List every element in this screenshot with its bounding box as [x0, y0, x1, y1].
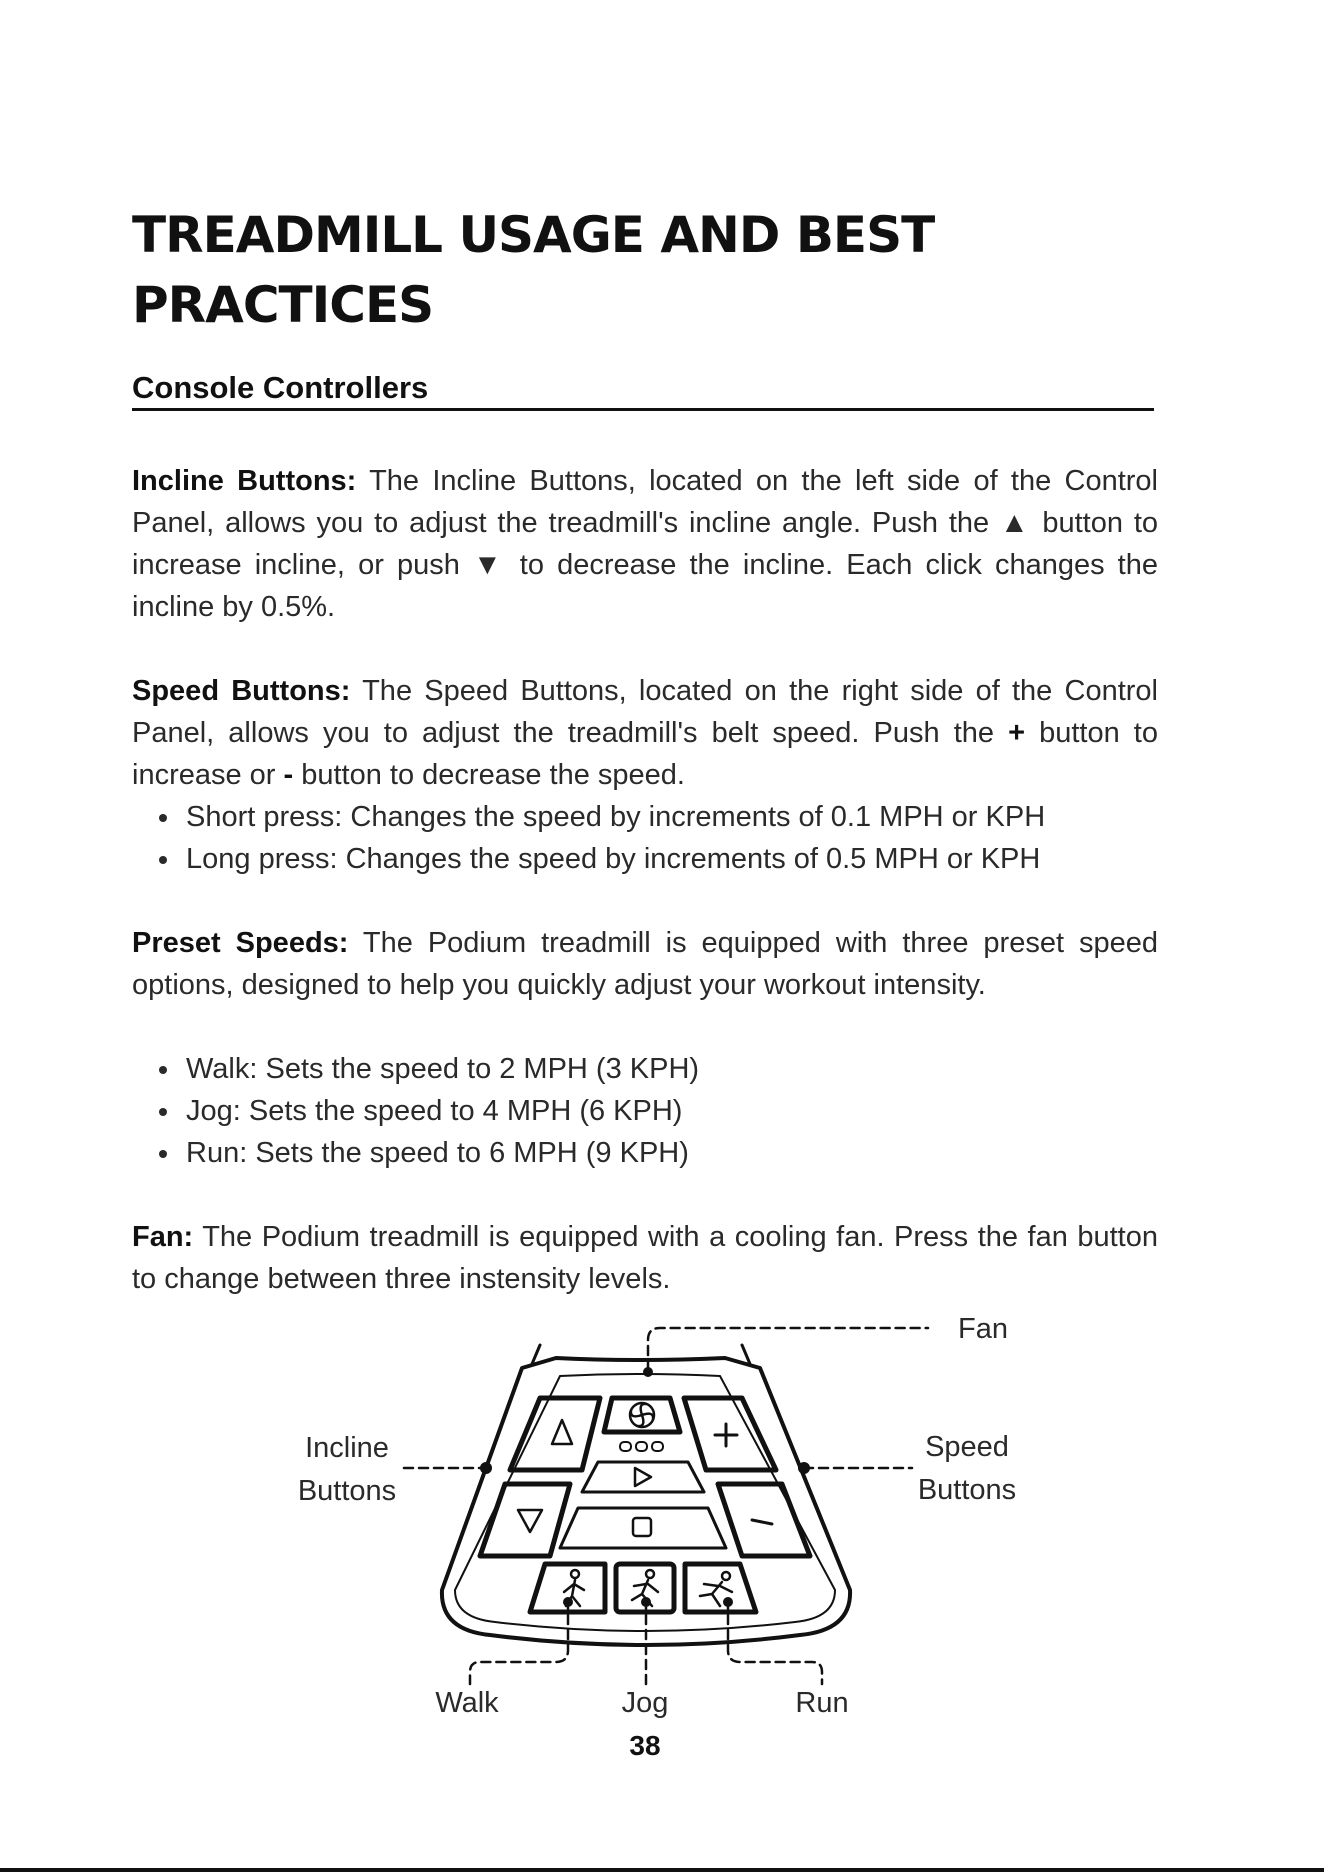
preset-bullet-item: • Jog: Sets the speed to 4 MPH (6 KPH): [182, 1090, 1182, 1132]
fan-callout-dot: [643, 1367, 653, 1377]
jog-callout-dot: [641, 1597, 651, 1607]
console-diagram: [0, 1300, 1324, 1720]
play-button: [582, 1462, 704, 1492]
run-callout-dot: [723, 1597, 733, 1607]
fan-text: The Podium treadmill is equipped with a cooling fan. Press the fan button to change between three instensity levels.: [132, 1221, 1158, 1295]
speed-minus-symbol: -: [283, 759, 294, 791]
walk-diagram-label: Walk: [435, 1687, 499, 1719]
fan-diagram-label: Fan: [958, 1313, 1008, 1345]
incline-callout-dot: [480, 1462, 492, 1474]
fan-icon: [630, 1403, 654, 1427]
preset-bullet-item: • Walk: Sets the speed to 2 MPH (3 KPH): [182, 1048, 1182, 1090]
incline-text-c: to decrease the incline. Each click changes the incline by 0.5%.: [132, 549, 1158, 623]
fan-level-indicator: [636, 1442, 647, 1451]
speed-minus-button: [718, 1484, 810, 1556]
fan-label: Fan:: [132, 1221, 194, 1253]
incline-diagram-label-line1: Incline: [305, 1432, 389, 1464]
speed-plus-icon: [715, 1424, 737, 1446]
preset-text: The Podium treadmill is equipped with three preset speed options, designed to help you quickly adjust your workout intensity.: [132, 927, 1158, 1001]
speed-bullet-item: • Short press: Changes the speed by increments of 0.1 MPH or KPH: [182, 796, 1182, 838]
incline-up-icon: [552, 1420, 572, 1444]
speed-bullet-item: • Long press: Changes the speed by increments of 0.5 MPH or KPH: [182, 838, 1182, 880]
incline-up-symbol: ▲: [1000, 507, 1032, 539]
speed-text-a: The Speed Buttons, located on the right side of the Control Panel, allows you to adjust the treadmill's belt speed. Push the: [132, 675, 1158, 749]
stop-button: [560, 1508, 726, 1548]
run-diagram-label: Run: [795, 1687, 849, 1719]
speed-text-c: button to decrease the speed.: [293, 759, 685, 791]
incline-text-a: The Incline Buttons, located on the left side of the Control Panel, allows you to adjust the treadmill's incline angle. Push the: [132, 465, 1158, 539]
preset-bullet-list: [150, 1048, 1182, 1174]
speed-minus-icon: [752, 1520, 772, 1524]
speed-bullet-list: [150, 796, 1182, 880]
section-heading: Console Controllers: [132, 368, 1154, 411]
fan-paragraph: [132, 1216, 1158, 1300]
speed-diagram-label-line1: Speed: [925, 1431, 1009, 1463]
speed-label: Speed Buttons:: [132, 675, 351, 707]
jog-diagram-label: Jog: [621, 1687, 669, 1719]
fan-level-indicator: [620, 1442, 631, 1451]
fan-level-indicator: [652, 1442, 663, 1451]
incline-text-b: button to increase incline, or push: [132, 507, 1158, 581]
incline-down-button: [480, 1484, 570, 1556]
incline-label: Incline Buttons:: [132, 465, 357, 497]
incline-down-symbol: ▼: [472, 549, 507, 581]
preset-label: Preset Speeds:: [132, 927, 349, 959]
incline-paragraph: [132, 460, 1158, 628]
play-icon: [635, 1468, 651, 1486]
speed-plus-symbol: +: [1008, 717, 1026, 749]
fan-callout-line: [648, 1328, 928, 1370]
incline-diagram-label-line2: Buttons: [297, 1475, 397, 1507]
incline-down-icon: [518, 1510, 542, 1532]
speed-paragraph: [132, 670, 1158, 796]
speed-text-b: button to increase or: [132, 717, 1158, 791]
preset-paragraph: [132, 922, 1158, 1006]
preset-bullet-item: • Run: Sets the speed to 6 MPH (9 KPH): [182, 1132, 1182, 1174]
bottom-rule: [0, 1868, 1324, 1872]
speed-callout-dot: [798, 1462, 810, 1474]
stop-icon: [633, 1518, 651, 1536]
page-title: TREADMILL USAGE AND BEST PRACTICES: [132, 206, 935, 334]
walk-callout-dot: [563, 1597, 573, 1607]
page-number: 38: [629, 1730, 661, 1761]
speed-diagram-label-line2: Buttons: [917, 1474, 1017, 1506]
